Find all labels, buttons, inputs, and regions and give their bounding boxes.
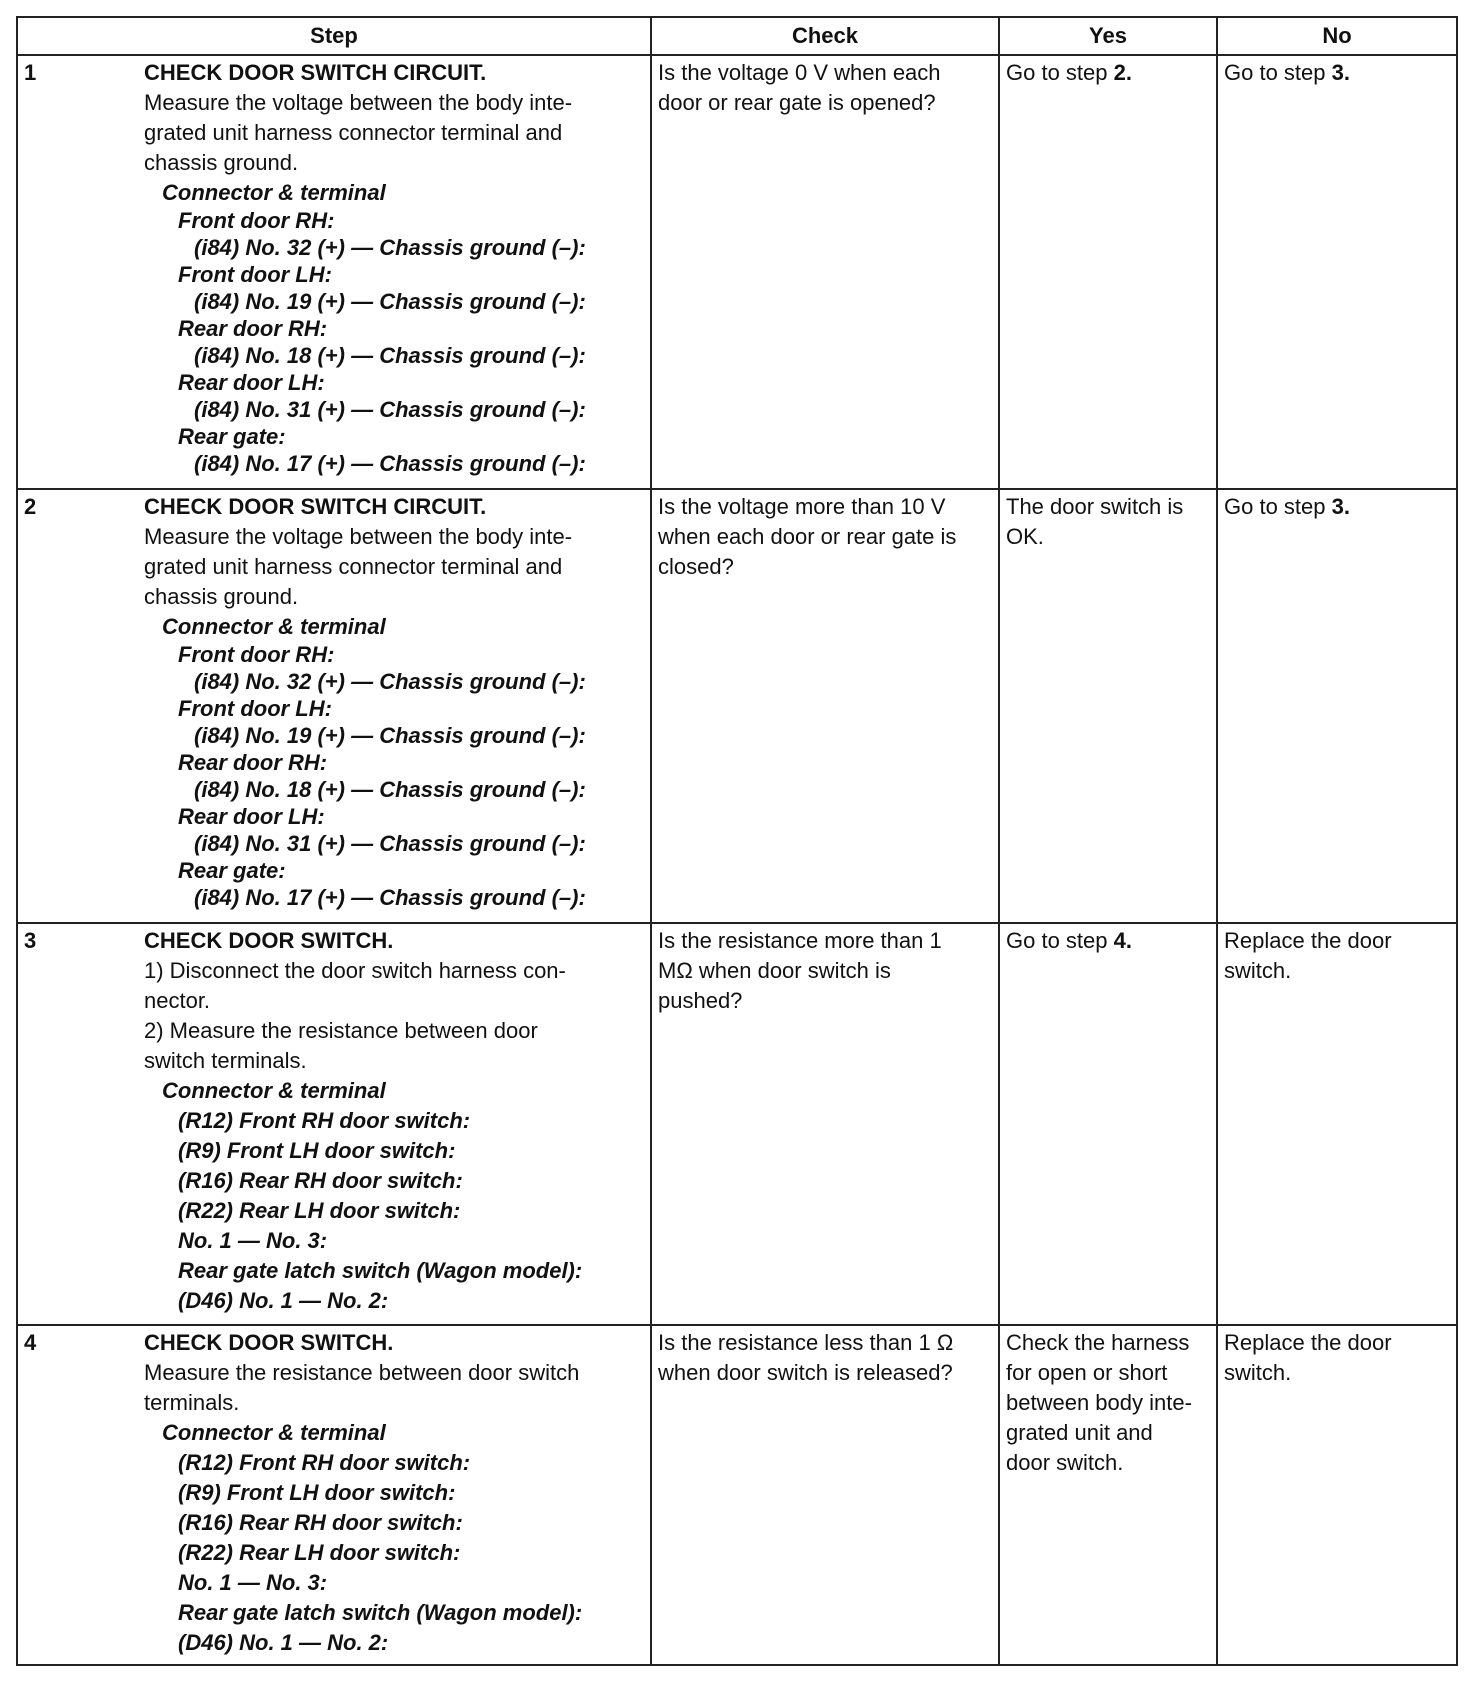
- switch-line: (R16) Rear RH door switch:: [178, 1510, 463, 1535]
- terminal-label: Rear door LH:: [178, 370, 325, 395]
- step-desc-line: grated unit harness connector terminal and: [144, 120, 563, 145]
- step-desc-line: chassis ground.: [144, 584, 299, 609]
- terminal-label: Front door LH:: [178, 262, 332, 287]
- connector-terminal-label: Connector & terminal: [162, 614, 386, 639]
- check-line: Is the voltage more than 10 V: [658, 494, 946, 519]
- no-line: Replace the door: [1224, 1330, 1392, 1355]
- terminal-label: Rear gate:: [178, 858, 286, 883]
- connector-terminal-label: Connector & terminal: [162, 180, 386, 205]
- check-line: pushed?: [658, 988, 743, 1013]
- switch-line: (D46) No. 1 — No. 2:: [178, 1288, 389, 1313]
- check-line: MΩ when door switch is: [658, 958, 891, 983]
- step-desc-line: nector.: [144, 988, 211, 1013]
- no-suffix: .: [1343, 60, 1350, 85]
- check-line: when each door or rear gate is: [658, 524, 957, 549]
- step-cell: [17, 923, 651, 1325]
- step-body: [138, 56, 650, 482]
- yes-line: Check the harness: [1006, 1330, 1190, 1355]
- step-desc-line: grated unit harness connector terminal and: [144, 554, 563, 579]
- step-number: 3: [24, 928, 37, 953]
- yes-line: between body inte-: [1006, 1390, 1192, 1415]
- no-line: switch.: [1224, 1360, 1292, 1385]
- switch-line: (R9) Front LH door switch:: [178, 1480, 456, 1505]
- step-cell: [17, 55, 651, 489]
- table-row: [17, 489, 1457, 923]
- step-body: [138, 924, 650, 1320]
- terminal-value: (i84) No. 32 (+) — Chassis ground (–):: [194, 235, 586, 260]
- terminal-value: (i84) No. 19 (+) — Chassis ground (–):: [194, 289, 586, 314]
- step-title: CHECK DOOR SWITCH CIRCUIT.: [144, 60, 487, 85]
- terminal-value: (i84) No. 17 (+) — Chassis ground (–):: [194, 451, 586, 476]
- terminal-value: (i84) No. 17 (+) — Chassis ground (–):: [194, 885, 586, 910]
- step-title: CHECK DOOR SWITCH CIRCUIT.: [144, 494, 487, 519]
- header-check: Check: [651, 17, 999, 55]
- step-title: CHECK DOOR SWITCH.: [144, 1330, 394, 1355]
- switch-line: (R16) Rear RH door switch:: [178, 1168, 463, 1193]
- step-title: CHECK DOOR SWITCH.: [144, 928, 394, 953]
- table-row: [17, 923, 1457, 1325]
- step-desc-line: 1) Disconnect the door switch harness con-: [144, 958, 566, 983]
- no-cell: [1217, 923, 1457, 1325]
- step-desc-line: Measure the voltage between the body inte-: [144, 524, 573, 549]
- switch-line: (R12) Front RH door switch:: [178, 1108, 471, 1133]
- step-cell: [17, 1325, 651, 1665]
- step-desc-line: chassis ground.: [144, 150, 299, 175]
- yes-line: grated unit and: [1006, 1420, 1153, 1445]
- check-cell: [651, 923, 999, 1325]
- step-body: [138, 490, 650, 916]
- terminal-label: Front door RH:: [178, 208, 335, 233]
- step-body: [138, 1326, 650, 1662]
- step-number: 4: [24, 1330, 37, 1355]
- yes-step-ref: 4: [1113, 928, 1126, 953]
- no-cell: [1217, 55, 1457, 489]
- check-line: Is the resistance less than 1 Ω: [658, 1330, 954, 1355]
- no-cell: [1217, 489, 1457, 923]
- check-line: closed?: [658, 554, 734, 579]
- yes-cell: [999, 1325, 1217, 1665]
- yes-step-ref: 2: [1113, 60, 1126, 85]
- switch-line: (R12) Front RH door switch:: [178, 1450, 471, 1475]
- header-no: No: [1217, 17, 1457, 55]
- no-text: Go to step: [1224, 494, 1332, 519]
- terminal-label: Front door RH:: [178, 642, 335, 667]
- yes-suffix: .: [1125, 928, 1132, 953]
- switch-line: Rear gate latch switch (Wagon model):: [178, 1258, 583, 1283]
- no-suffix: .: [1343, 494, 1350, 519]
- check-line: door or rear gate is opened?: [658, 90, 936, 115]
- step-number: 1: [24, 60, 37, 85]
- step-desc-line: 2) Measure the resistance between door: [144, 1018, 538, 1043]
- terminal-label: Front door LH:: [178, 696, 332, 721]
- yes-line: for open or short: [1006, 1360, 1168, 1385]
- yes-text: Go to step: [1006, 60, 1114, 85]
- switch-line: (R22) Rear LH door switch:: [178, 1198, 461, 1223]
- step-desc-line: Measure the resistance between door switch: [144, 1360, 580, 1385]
- connector-terminal-label: Connector & terminal: [162, 1078, 386, 1103]
- switch-line: No. 1 — No. 3:: [178, 1570, 328, 1595]
- no-text: Go to step: [1224, 60, 1332, 85]
- yes-suffix: .: [1125, 60, 1132, 85]
- step-desc-line: switch terminals.: [144, 1048, 307, 1073]
- table-row: [17, 55, 1457, 489]
- yes-cell: [999, 923, 1217, 1325]
- no-step-ref: 3: [1331, 494, 1344, 519]
- check-cell: [651, 489, 999, 923]
- no-step-ref: 3: [1331, 60, 1344, 85]
- diagnostic-table: [16, 16, 1458, 1666]
- step-number: 2: [24, 494, 37, 519]
- terminal-label: Rear door LH:: [178, 804, 325, 829]
- terminal-value: (i84) No. 31 (+) — Chassis ground (–):: [194, 831, 586, 856]
- step-cell: [17, 489, 651, 923]
- terminal-label: Rear door RH:: [178, 750, 328, 775]
- no-line: Replace the door: [1224, 928, 1392, 953]
- check-line: Is the resistance more than 1: [658, 928, 942, 953]
- check-line: when door switch is released?: [658, 1360, 953, 1385]
- switch-line: No. 1 — No. 3:: [178, 1228, 328, 1253]
- yes-text: Go to step: [1006, 928, 1114, 953]
- terminal-value: (i84) No. 18 (+) — Chassis ground (–):: [194, 777, 586, 802]
- switch-line: (R22) Rear LH door switch:: [178, 1540, 461, 1565]
- no-line: switch.: [1224, 958, 1292, 983]
- switch-line: Rear gate latch switch (Wagon model):: [178, 1600, 583, 1625]
- yes-line: OK.: [1006, 524, 1044, 549]
- terminal-value: (i84) No. 32 (+) — Chassis ground (–):: [194, 669, 586, 694]
- check-cell: [651, 55, 999, 489]
- step-desc-line: Measure the voltage between the body inte-: [144, 90, 573, 115]
- no-cell: [1217, 1325, 1457, 1665]
- terminal-value: (i84) No. 19 (+) — Chassis ground (–):: [194, 723, 586, 748]
- yes-cell: [999, 489, 1217, 923]
- yes-line: The door switch is: [1006, 494, 1184, 519]
- terminal-label: Rear gate:: [178, 424, 286, 449]
- switch-line: (D46) No. 1 — No. 2:: [178, 1630, 389, 1655]
- switch-line: (R9) Front LH door switch:: [178, 1138, 456, 1163]
- terminal-value: (i84) No. 31 (+) — Chassis ground (–):: [194, 397, 586, 422]
- step-desc-line: terminals.: [144, 1390, 240, 1415]
- check-cell: [651, 1325, 999, 1665]
- connector-terminal-label: Connector & terminal: [162, 1420, 386, 1445]
- table-row: [17, 1325, 1457, 1665]
- check-line: Is the voltage 0 V when each: [658, 60, 941, 85]
- yes-line: door switch.: [1006, 1450, 1124, 1475]
- header-yes: Yes: [999, 17, 1217, 55]
- header-row: [17, 17, 1457, 55]
- terminal-value: (i84) No. 18 (+) — Chassis ground (–):: [194, 343, 586, 368]
- header-step: Step: [17, 17, 651, 55]
- terminal-label: Rear door RH:: [178, 316, 328, 341]
- yes-cell: [999, 55, 1217, 489]
